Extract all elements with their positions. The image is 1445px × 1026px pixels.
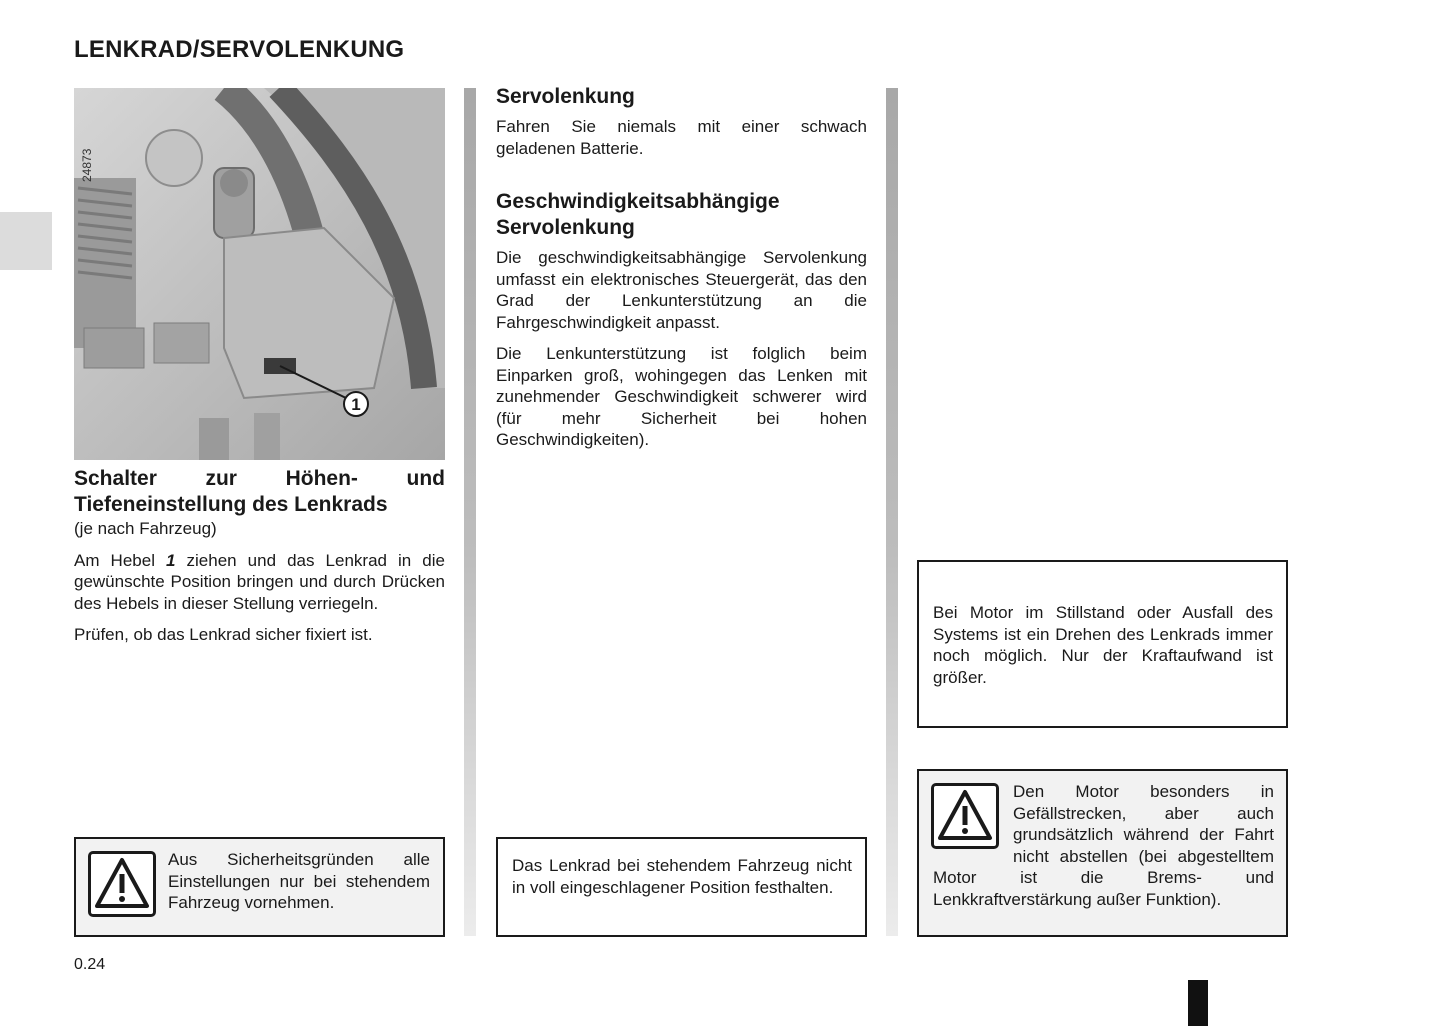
right-warning-text-wrap	[933, 781, 1274, 910]
middle-note-box	[496, 837, 867, 937]
left-warning-box	[74, 837, 445, 937]
page-number: 0.24	[74, 956, 106, 973]
middle-heading-2: Geschwindigkeitsabhängige Servolenkung	[496, 190, 780, 239]
left-subnote: (je nach Fahrzeug)	[74, 519, 217, 538]
warning-icon	[88, 851, 156, 917]
middle-paragraph-3: Die Lenkunterstützung ist folglich beim Einparken groß, wohingegen das Lenken mit zunehmender Geschwindigkeit schwerer wird (für mehr Sicherheit bei hohen Geschwindigkeiten).	[496, 344, 867, 449]
left-paragraph-2: Prüfen, ob das Lenkrad sicher fixiert ist.	[74, 625, 373, 644]
right-warning-text: Den Motor besonders in Gefällstrecken, aber auch grundsätzlich während der Fahrt nicht abstellen (bei abgestelltem Motor ist die Brems- und Lenkkraftverstärkung außer Funktion).	[933, 782, 1274, 909]
left-warning-text: Aus Sicherheitsgründen alle Einstellungen nur bei stehendem Fahrzeug vornehmen.	[168, 850, 430, 912]
page-title: LENKRAD/SERVOLENKUNG	[74, 36, 405, 63]
lever-number: 1	[166, 550, 176, 570]
right-warning-box	[917, 769, 1288, 937]
section-tab	[0, 212, 52, 270]
middle-note-text: Das Lenkrad bei stehendem Fahrzeug nicht in voll eingeschlagener Position festhalten.	[512, 856, 852, 897]
middle-column	[496, 84, 867, 461]
steering-column-photo	[74, 88, 445, 460]
edge-marker	[1188, 980, 1208, 1026]
middle-paragraph-1: Fahren Sie niemals mit einer schwach geladenen Batterie.	[496, 117, 867, 158]
figure-number: 24873	[80, 148, 94, 182]
column-separator-right	[886, 88, 898, 936]
callout-label: 1	[351, 395, 361, 414]
left-column	[74, 466, 445, 656]
left-paragraph-1-suffix: ziehen und das Lenkrad in die gewünschte Position bringen und durch Drücken des Hebels in dieser Stellung verriegeln.	[74, 550, 445, 613]
middle-heading-1: Servolenkung	[496, 85, 635, 108]
middle-paragraph-2: Die geschwindigkeitsabhängige Servolenkung umfasst ein elektronisches Steuergerät, das den Grad der Lenkunterstützung an die Fahrgeschwindigkeit anpasst.	[496, 248, 867, 332]
right-note-text: Bei Motor im Stillstand oder Ausfall des Systems ist ein Drehen des Lenkrads immer noch möglich. Nur der Kraftaufwand ist größer.	[933, 603, 1273, 687]
icon-float-spacer	[933, 781, 1013, 859]
left-paragraph-1-prefix: Am Hebel	[74, 550, 167, 570]
column-separator-left	[464, 88, 476, 936]
right-note-box	[917, 560, 1288, 728]
steering-wheel-illustration	[74, 88, 445, 460]
left-heading: Schalter zur Höhen- und Tiefeneinstellung des Lenkrads	[74, 467, 445, 516]
left-paragraph-1	[74, 550, 445, 615]
